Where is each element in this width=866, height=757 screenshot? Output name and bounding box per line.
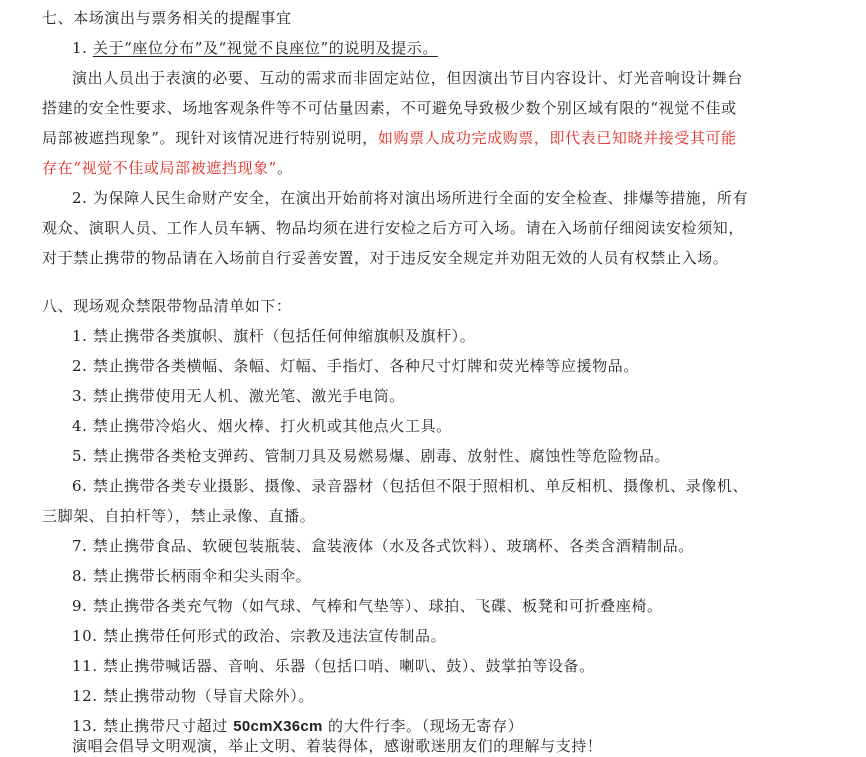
item13-size: 50cmX36cm [233, 718, 323, 735]
banned-item: 4. 禁止携带冷焰火、烟火棒、打火机或其他点火工具。 [72, 417, 452, 435]
banned-item: 11. 禁止携带喊话器、音响、乐器（包括口哨、喇叭、鼓）、鼓掌拍等设备。 [72, 657, 595, 675]
item13-prefix: 13. 禁止携带尺寸超过 [72, 717, 234, 735]
banned-item-13 [72, 716, 523, 737]
banned-item-continuation: 三脚架、自拍杆等），禁止录像、直播。 [42, 507, 316, 525]
item1-warning-text: 如购票人成功完成购票，即代表已知晓并接受其可能 [377, 129, 737, 147]
item1-paragraph-line2: 搭建的安全性要求、场地客观条件等不可估量因素，不可避免导致极少数个别区域有限的“视觉不佳或 [42, 99, 737, 117]
item2-line3: 对于禁止携带的物品请在入场前自行妥善安置，对于违反安全规定并劝阻无效的人员有权禁止入场。 [42, 249, 729, 267]
section8-heading: 八、现场观众禁限带物品清单如下： [42, 297, 292, 315]
banned-item: 3. 禁止携带使用无人机、激光笔、激光手电筒。 [72, 387, 405, 405]
banned-item: 9. 禁止携带各类充气物（如气球、气棒和气垫等）、球拍、飞碟、板凳和可折叠座椅。 [72, 597, 663, 615]
item1-paragraph-line1: 演出人员出于表演的必要、互动的需求而非固定站位，但因演出节目内容设计、灯光音响设计舞台 [72, 69, 743, 87]
item13-suffix: 的大件行李。（现场无寄存） [322, 717, 524, 735]
banned-item: 12. 禁止携带动物（导盲犬除外）。 [72, 687, 314, 705]
section7-item1-title [72, 38, 438, 58]
banned-item: 10. 禁止携带任何形式的政治、宗教及违法宣传制品。 [72, 627, 447, 645]
item2-line1: 2. 为保障人民生命财产安全，在演出开始前将对演出场所进行全面的安全检查、排爆等措施，所有 [72, 189, 749, 207]
item1-line4-end: 。 [276, 159, 293, 177]
item1-warning-text-end: 存在“视觉不佳或局部被遮挡现象” [42, 159, 277, 177]
banned-item: 6. 禁止携带各类专业摄影、摄像、录音器材（包括但不限于照相机、单反相机、摄像机、录像机、 [72, 477, 749, 495]
closing-statement: 演唱会倡导文明观演，举止文明、着装得体，感谢歌迷朋友们的理解与支持！ [72, 737, 603, 755]
banned-item: 1. 禁止携带各类旗帜、旗杆（包括任何伸缩旗帜及旗杆）。 [72, 327, 476, 345]
item1-paragraph-line4 [42, 158, 293, 178]
banned-item: 8. 禁止携带长柄雨伞和尖头雨伞。 [72, 567, 312, 585]
item1-title-text: 关于“座位分布”及“视觉不良座位”的说明及提示。 [92, 39, 438, 57]
banned-item: 5. 禁止携带各类枪支弹药、管制刀具及易燃易爆、剧毒、放射性、腐蚀性等危险物品。 [72, 447, 671, 465]
item2-line2: 观众、演职人员、工作人员车辆、物品均须在进行安检之后方可入场。请在入场前仔细阅读安检须知， [42, 219, 745, 237]
item1-paragraph-line3 [42, 128, 737, 148]
item1-line3-text: 局部被遮挡现象”。现针对该情况进行特别说明， [42, 129, 378, 147]
banned-item: 2. 禁止携带各类横幅、条幅、灯幅、手指灯、各种尺寸灯牌和荧光棒等应援物品。 [72, 357, 639, 375]
item1-number: 1. [72, 39, 93, 57]
banned-item: 7. 禁止携带食品、软硬包装瓶装、盒装液体（水及各式饮料）、玻璃杯、各类含酒精制品。 [72, 537, 694, 555]
section7-heading: 七、本场演出与票务相关的提醒事宜 [42, 9, 292, 27]
